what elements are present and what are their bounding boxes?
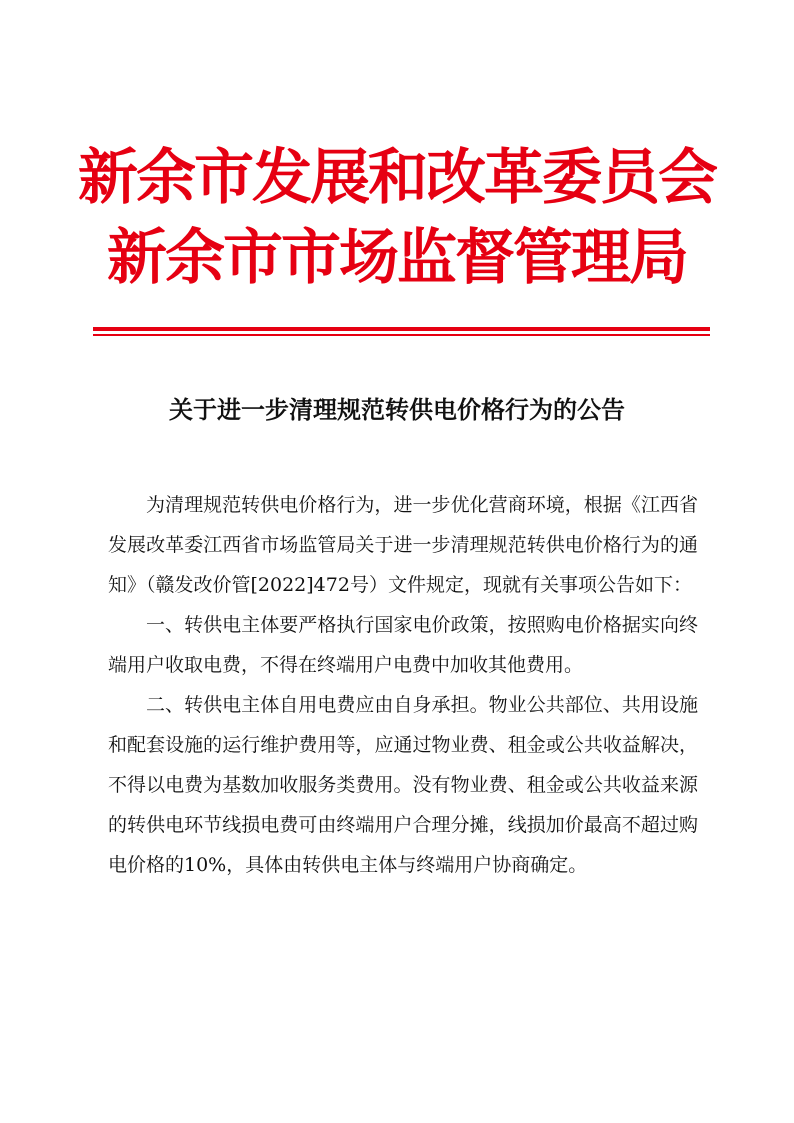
document-header	[0, 138, 794, 298]
issuing-authority-2: 新余市市场监督管理局	[107, 223, 687, 293]
red-divider-thick	[93, 327, 710, 331]
paragraph-item-1: 一、转供电主体要严格执行国家电价政策，按照购电价格据实向终端用户收取电费，不得在终端用户电费中加收其他费用。	[108, 614, 698, 676]
notice-body	[108, 485, 698, 885]
paragraph-intro: 为清理规范转供电价格行为，进一步优化营商环境，根据《江西省发展改革委江西省市场监管局关于进一步清理规范转供电价格行为的通知》（赣发改价管[2022]472号）文件规定，现就有关事项公告如下：	[108, 494, 698, 596]
notice-title: 关于进一步清理规范转供电价格行为的公告	[169, 396, 625, 424]
red-divider-thin	[93, 334, 710, 336]
paragraph-item-2: 二、转供电主体自用电费应由自身承担。物业公共部位、共用设施和配套设施的运行维护费用等，应通过物业费、租金或公共收益解决，不得以电费为基数加收服务类费用。没有物业费、租金或公共收益来源的转供电环节线损电费可由终端用户合理分摊，线损加价最高不超过购电价格的10%，具体由转供电主体与终端用户协商确定。	[108, 694, 698, 876]
issuing-authority-1: 新余市发展和改革委员会	[78, 143, 716, 213]
